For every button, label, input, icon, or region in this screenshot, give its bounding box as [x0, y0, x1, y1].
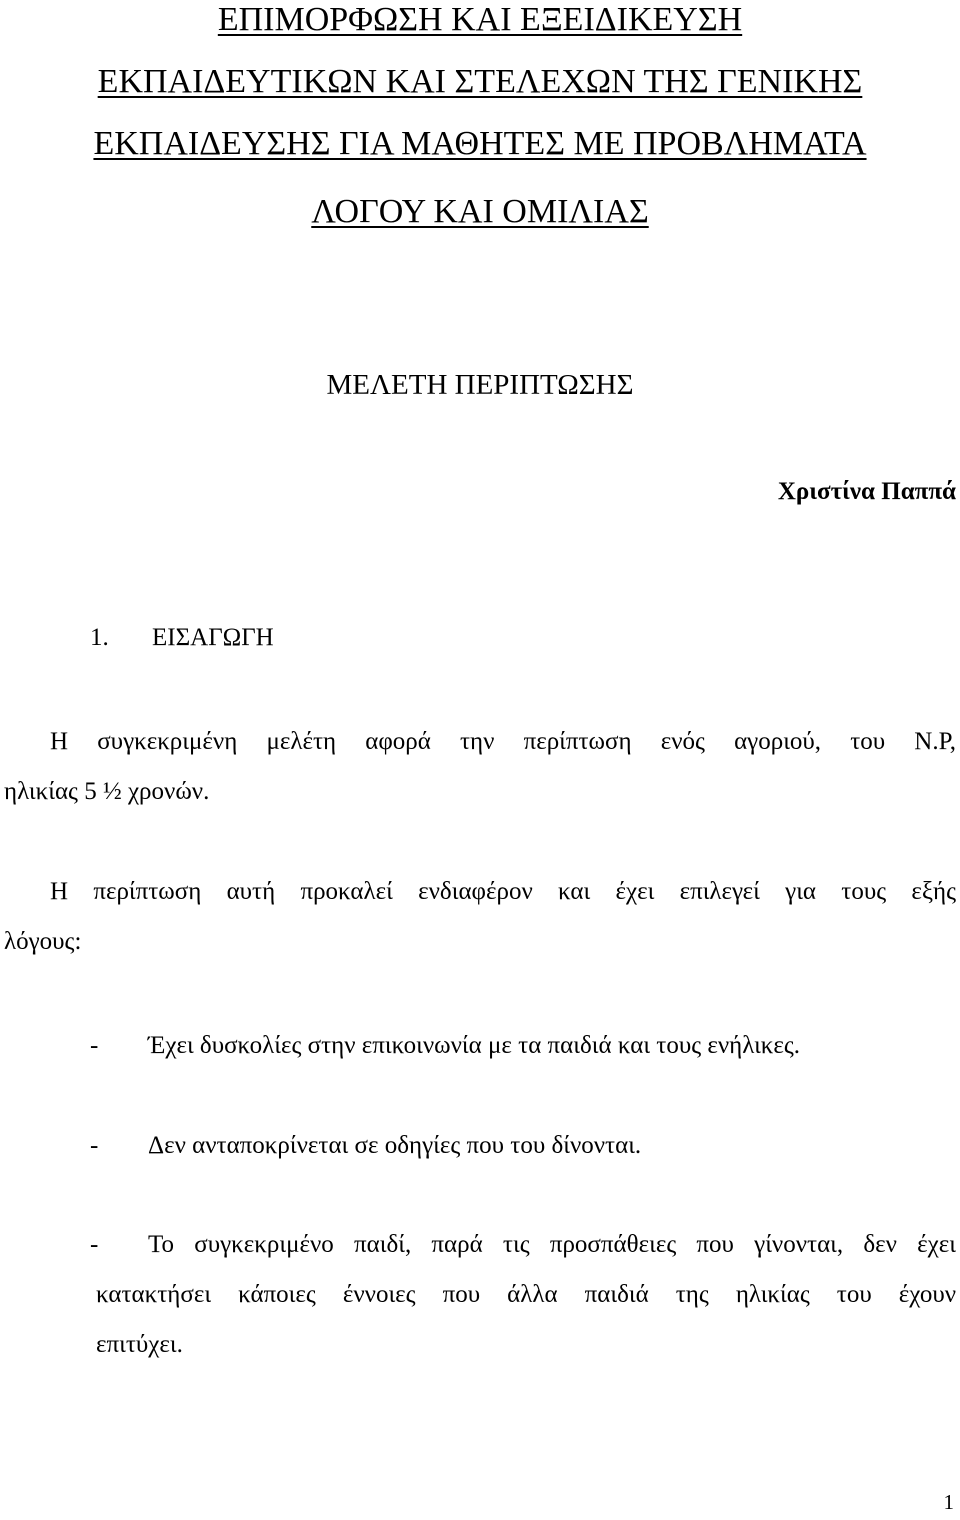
- title-line-3: ΕΚΠΑΙΔΕΥΣΗΣ ΓΙΑ ΜΑΘΗΤΕΣ ΜΕ ΠΡΟΒΛΗΜΑΤΑ: [93, 125, 867, 162]
- bullet-line-2: κατακτήσει κάποιες έννοιες που άλλα παιδιά της ηλικίας του έχουν: [96, 1281, 956, 1308]
- bullet-line-3: επιτύχει.: [96, 1331, 183, 1358]
- paragraph-2-continuation: λόγους:: [4, 928, 82, 955]
- bullet-line-1: [90, 1229, 956, 1261]
- bullet-text: Έχει δυσκολίες στην επικοινωνία με τα παιδιά και τους ενήλικες.: [148, 1032, 801, 1059]
- section-heading: [90, 622, 274, 654]
- bullet-dash: -: [90, 1231, 99, 1258]
- bullet-text: Δεν ανταποκρίνεται σε οδηγίες που του δίνονται.: [148, 1132, 642, 1159]
- author-name: Χριστίνα Παππά: [777, 478, 956, 505]
- list-item: [90, 1130, 641, 1162]
- subtitle: ΜΕΛΕΤΗ ΠΕΡΙΠΤΩΣΗΣ: [326, 369, 634, 401]
- bullet-dash: -: [90, 1032, 99, 1059]
- paragraph-1-continuation: ηλικίας 5 ½ χρονών.: [4, 778, 210, 805]
- paragraph-2: [4, 876, 956, 958]
- list-item: [90, 1229, 956, 1361]
- title-line-2: ΕΚΠΑΙΔΕΥΤΙΚΩΝ ΚΑΙ ΣΤΕΛΕΧΩΝ ΤΗΣ ΓΕΝΙΚΗΣ: [97, 63, 863, 100]
- title-line-1: ΕΠΙΜΟΡΦΩΣΗ ΚΑΙ ΕΞΕΙΔΙΚΕΥΣΗ: [217, 1, 743, 38]
- paragraph-2-first-line: Η περίπτωση αυτή προκαλεί ενδιαφέρον και έχει επιλεγεί για τους εξής: [50, 878, 956, 905]
- bullet-text: Το συγκεκριμένο παιδί, παρά τις προσπάθειες που γίνονται, δεν έχει: [148, 1231, 956, 1258]
- list-item: [90, 1030, 800, 1062]
- section-number: 1.: [90, 624, 109, 651]
- section-title: ΕΙΣΑΓΩΓΗ: [152, 624, 274, 651]
- title-line-4: ΛΟΓΟΥ ΚΑΙ ΟΜΙΛΙΑΣ: [311, 193, 649, 230]
- page-number: 1: [943, 1490, 954, 1514]
- paragraph-1: [4, 726, 956, 808]
- bullet-dash: -: [90, 1132, 99, 1159]
- paragraph-1-first-line: Η συγκεκριμένη μελέτη αφορά την περίπτωση ενός αγοριού, του Ν.Ρ,: [50, 728, 956, 755]
